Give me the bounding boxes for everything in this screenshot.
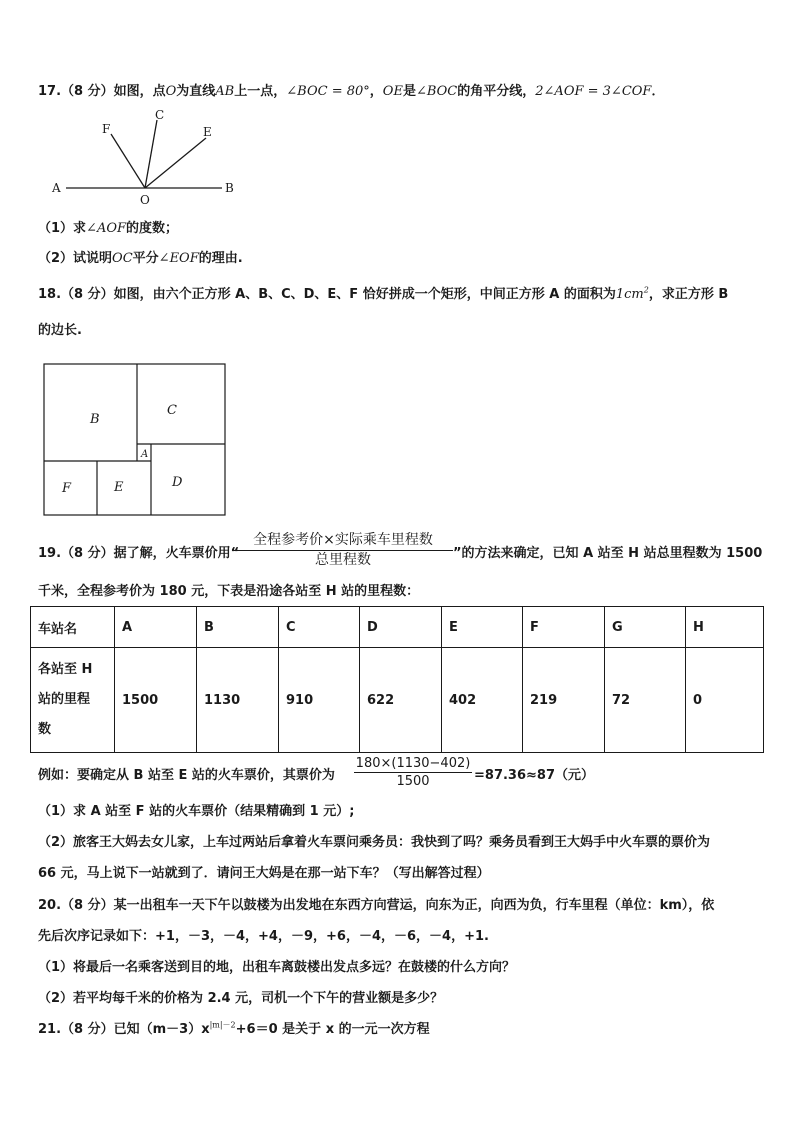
label-e: E xyxy=(203,125,212,139)
table-cell: E xyxy=(442,607,523,648)
q17-sub2: （2）试说明OC平分∠EOF的理由. xyxy=(38,251,243,266)
label-square-b: B xyxy=(90,412,100,427)
table-cell: 910 xyxy=(279,648,360,753)
label-square-d: D xyxy=(172,475,183,490)
station-mileage-table xyxy=(30,606,764,753)
q19-sub1: （1）求 A 站至 F 站的火车票价（结果精确到 1 元）; xyxy=(38,804,355,819)
q19-statement-line2: 千米，全程参考价为 180 元，下表是沿途各站至 H 站的里程数： xyxy=(38,584,420,599)
table-header-station: 车站名 xyxy=(31,607,115,648)
q20-sub1: （1）将最后一名乘客送到目的地，出租车离鼓楼出发点多远？在鼓楼的什么方向？ xyxy=(38,960,516,975)
outer-rectangle xyxy=(44,364,225,515)
q19-sub2-line2: 66 元，马上说下一站就到了．请问王大妈是在那一站下车？（写出解答过程） xyxy=(38,866,490,881)
table-cell: 1130 xyxy=(197,648,279,753)
table-cell: H xyxy=(686,607,764,648)
q19-example-prefix: 例如：要确定从 B 站至 E 站的火车票价，其票价为 xyxy=(38,768,335,783)
label-f: F xyxy=(102,122,111,136)
label-square-c: C xyxy=(167,403,177,418)
label-square-e: E xyxy=(114,480,124,495)
q17-sub1: （1）求∠AOF的度数； xyxy=(38,221,179,236)
q18-statement-line2: 的边长. xyxy=(38,323,82,338)
table-cell: 0 xyxy=(686,648,764,753)
label-square-a: A xyxy=(141,449,149,460)
area-expression: $1cm^2$ xyxy=(615,285,649,302)
q19-example-fraction: $\frac{180\times(1130-402)}{1500}$ xyxy=(355,756,471,789)
table-cell: G xyxy=(605,607,686,648)
q20-statement-line2: 先后次序记录如下：+1，－3，－4，+4，－9，+6，－4，－6，－4，+1. xyxy=(38,929,489,944)
q19-statement-prefix: 19.（8 分）据了解，火车票价用“ xyxy=(38,546,240,561)
table-cell: 402 xyxy=(442,648,523,753)
label-a: A xyxy=(52,181,61,195)
table-header-mileage: 各站至 H 站的里程数 xyxy=(31,648,115,753)
label-c: C xyxy=(155,108,165,122)
label-o: O xyxy=(140,193,150,207)
q19-sub2-line1: （2）旅客王大妈去女儿家，上车过两站后拿着火车票问乘务员：我快到了吗？乘务员看到王大妈手中火车票的票价为 xyxy=(38,835,711,850)
table-cell: A xyxy=(115,607,197,648)
table-cell: 219 xyxy=(523,648,605,753)
q19-example-result: =87.36≈87（元） xyxy=(474,768,594,783)
table-cell: 1500 xyxy=(115,648,197,753)
q19-fare-formula: 全程参考价×实际乘车里程数 总里程数 xyxy=(233,531,453,570)
table-cell: C xyxy=(279,607,360,648)
q18-statement-line1: 18.（8 分）如图，由六个正方形 A、B、C、D、E、F 恰好拼成一个矩形，中间正方形 A 的面积为$1cm^2$，求正方形 B xyxy=(38,285,729,302)
q17-statement: 17.（8 分）如图，点O为直线AB上一点，∠BOC = 80°，OE是∠BOC的角平分线，2∠AOF = 3∠COF． xyxy=(38,84,665,99)
q21-statement: 21.（8 分）已知$(m-3)x^{|m|-2}+6=0$ 是关于 x 的一元一次方程 xyxy=(38,1020,430,1037)
table-cell: D xyxy=(360,607,442,648)
q19-statement-suffix: ”的方法来确定，已知 A 站至 H 站总里程数为 1500 xyxy=(453,546,763,561)
table-row-stations xyxy=(31,607,764,648)
label-square-f: F xyxy=(62,481,72,496)
table-row-mileages xyxy=(31,648,764,753)
q20-sub2: （2）若平均每千米的价格为 2.4 元，司机一个下午的营业额是多少？ xyxy=(38,991,444,1006)
label-b: B xyxy=(225,181,234,195)
table-cell: B xyxy=(197,607,279,648)
q20-statement-line1: 20.（8 分）某一出租车一天下午以鼓楼为出发地在东西方向营运，向东为正，向西为负，行车里程（单位：km），依 xyxy=(38,898,715,913)
table-cell: F xyxy=(523,607,605,648)
table-cell: 72 xyxy=(605,648,686,753)
table-cell: 622 xyxy=(360,648,442,753)
